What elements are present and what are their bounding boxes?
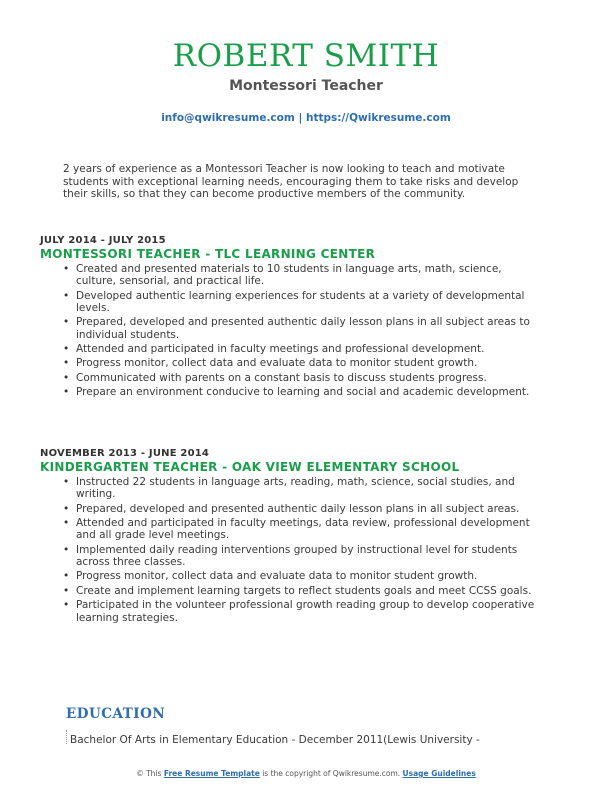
experience-position: MONTESSORI TEACHER - TLC LEARNING CENTER xyxy=(40,247,376,261)
bullet-item: • Attended and participated in faculty meetings and professional development. xyxy=(63,343,540,355)
experience-entry xyxy=(40,234,540,401)
bullet-item: • Instructed 22 students in language arts, reading, math, science, social studies, and writing. xyxy=(63,476,540,501)
experience-entry xyxy=(40,447,540,626)
experience-dates: NOVEMBER 2013 - JUNE 2014 xyxy=(40,448,210,459)
candidate-title: Montessori Teacher xyxy=(229,78,383,94)
bullet-item: • Prepared, developed and presented authentic daily lesson plans in all subject areas to individual students. xyxy=(63,316,540,341)
email-link[interactable]: info@qwikresume.com xyxy=(161,112,295,124)
experience-bullets xyxy=(40,476,540,624)
education-divider xyxy=(66,730,67,744)
bullet-item: • Progress monitor, collect data and evaluate data to monitor student growth. xyxy=(63,570,540,582)
bullet-item: • Developed authentic learning experiences for students at a variety of developmental levels. xyxy=(63,290,540,315)
bullet-item: • Created and presented materials to 10 students in language arts, math, science, culture, sensorial, and practical life. xyxy=(63,263,540,288)
contact-line xyxy=(0,111,612,125)
copyright-footer xyxy=(0,769,612,779)
experience-bullets xyxy=(40,263,540,399)
bullet-item: • Implemented daily reading interventions grouped by instructional level for students across three classes. xyxy=(63,544,540,569)
footer-prefix: © This xyxy=(136,769,164,778)
contact-separator: | xyxy=(294,112,306,124)
bullet-item: • Progress monitor, collect data and evaluate data to monitor student growth. xyxy=(63,357,540,369)
website-link[interactable]: https://Qwikresume.com xyxy=(305,112,451,124)
footer-middle: is the copyright of Qwikresume.com. xyxy=(259,769,403,778)
bullet-item: • Participated in the volunteer professional growth reading group to develop cooperative learning strategies. xyxy=(63,599,540,624)
free-template-link[interactable]: Free Resume Template xyxy=(163,769,260,778)
education-heading: EDUCATION xyxy=(66,706,166,722)
bullet-item: • Create and implement learning targets to reflect students goals and meet CCSS goals. xyxy=(63,585,540,597)
summary-paragraph: 2 years of experience as a Montessori Teacher is now looking to teach and motivate students with exceptional learning needs, encouraging them to take risks and develop their skills, so that they can become productive members of the community. xyxy=(63,163,519,200)
bullet-item: • Prepare an environment conducive to learning and social and academic development. xyxy=(63,386,540,398)
bullet-item: • Communicated with parents on a constant basis to discuss students progress. xyxy=(63,372,540,384)
bullet-item: • Prepared, developed and presented authentic daily lesson plans in all subject areas. xyxy=(63,503,540,515)
experience-dates: JULY 2014 - JULY 2015 xyxy=(40,235,166,246)
experience-position: KINDERGARTEN TEACHER - OAK VIEW ELEMENTARY SCHOOL xyxy=(40,460,460,474)
education-entry: Bachelor Of Arts in Elementary Education - December 2011(Lewis University - xyxy=(70,734,480,746)
candidate-name: ROBERT SMITH xyxy=(172,38,440,74)
bullet-item: • Attended and participated in faculty meetings, data review, professional development and all grade level meetings. xyxy=(63,517,540,542)
usage-guidelines-link[interactable]: Usage Guidelines xyxy=(402,769,476,778)
